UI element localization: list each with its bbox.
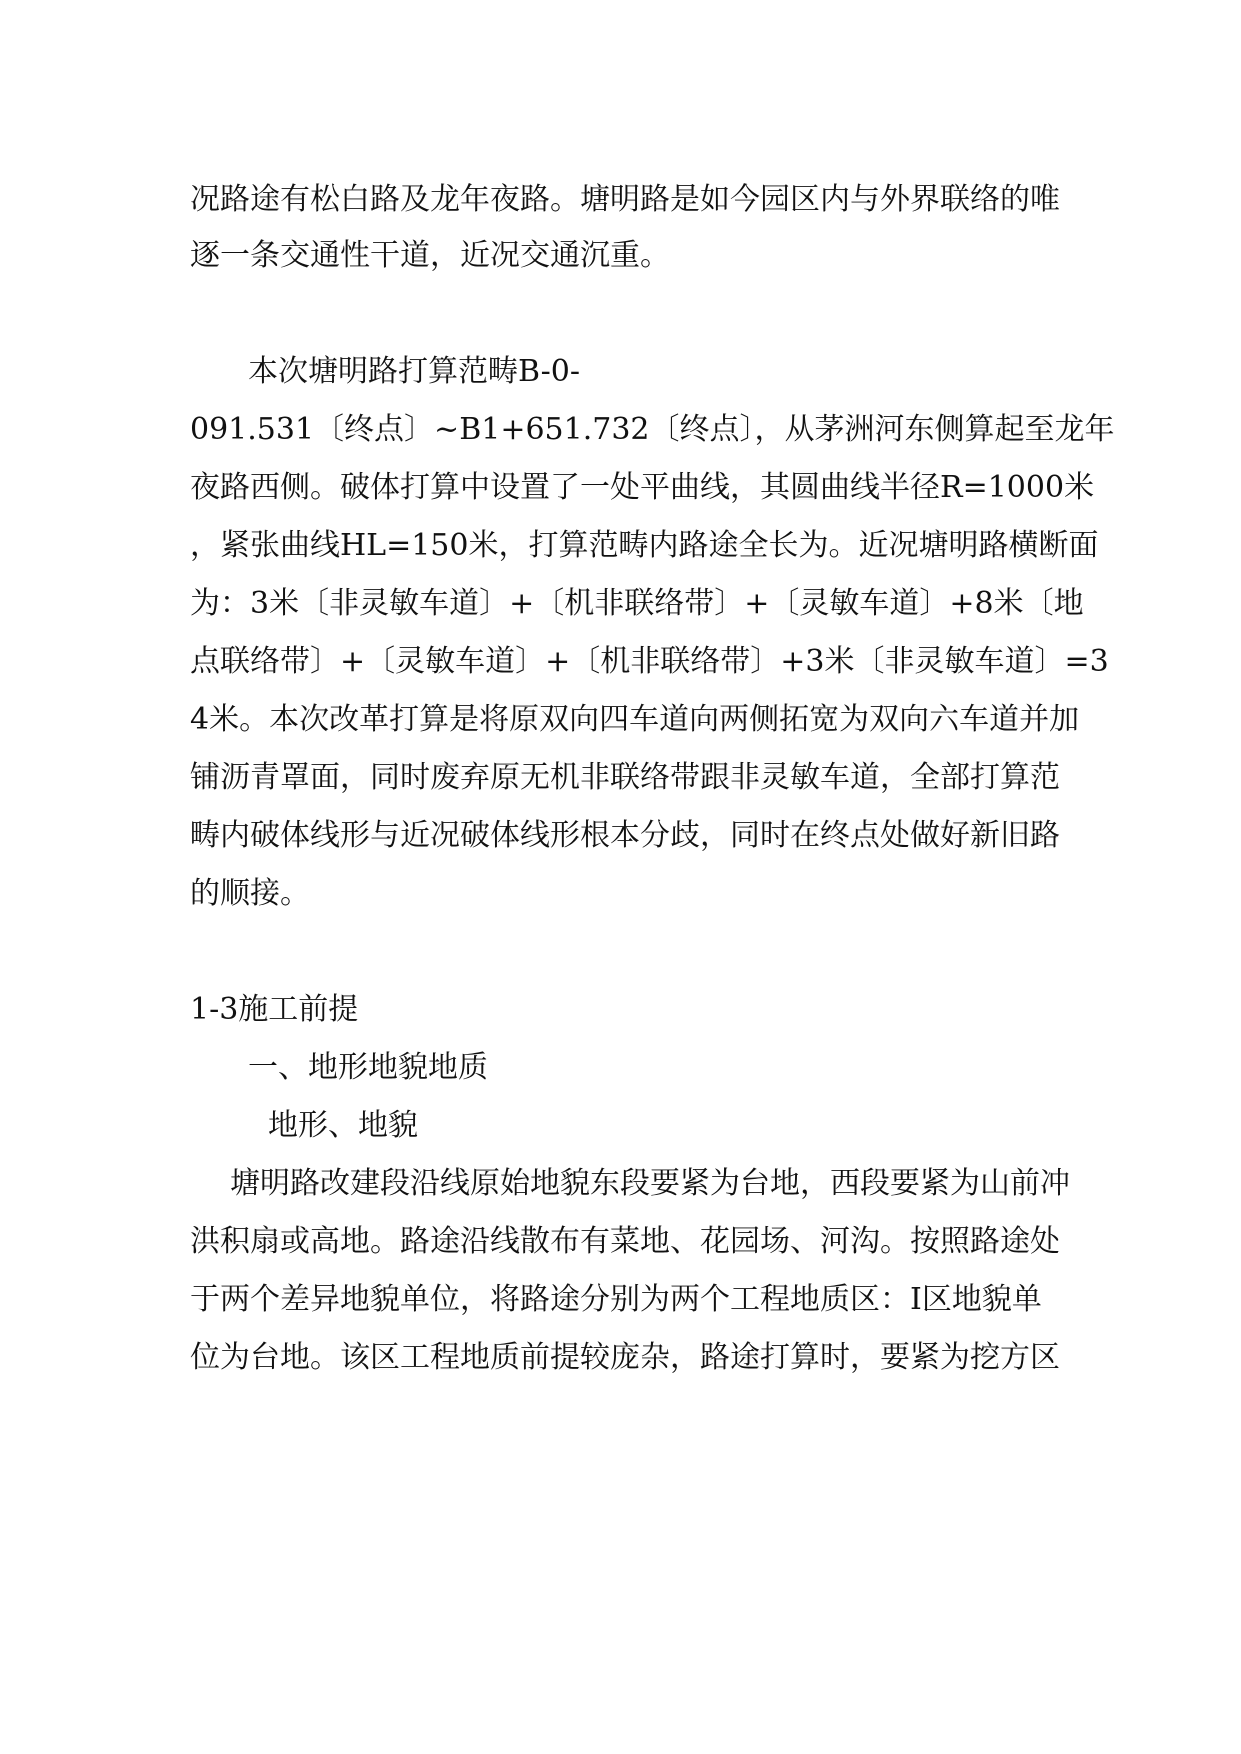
text-line: 夜路西侧。破体打算中设置了一处平曲线，其圆曲线半径R=1000米 (190, 470, 1095, 505)
text-line: 的顺接。 (190, 876, 310, 911)
text-line: 点联络带〕+〔灵敏车道〕+〔机非联络带〕+3米〔非灵敏车道〕=3 (190, 644, 1109, 679)
sub-subsection-heading: 地形、地貌 (268, 1108, 418, 1143)
paragraph-start-line: 本次塘明路打算范畴B-0- (248, 354, 580, 389)
text-line: 4米。本次改革打算是将原双向四车道向两侧拓宽为双向六车道并加 (190, 702, 1080, 737)
text-line: 况路途有松白路及龙年夜路。塘明路是如今园区内与外界联络的唯 (190, 182, 1060, 217)
text-line: 铺沥青罩面，同时废弃原无机非联络带跟非灵敏车道，全部打算范 (190, 760, 1060, 795)
section-heading: 1-3施工前提 (190, 992, 359, 1027)
text-line: 位为台地。该区工程地质前提较庞杂，路途打算时，要紧为挖方区 (190, 1340, 1060, 1375)
text-line: ，紧张曲线HL=150米，打算范畴内路途全长为。近况塘明路横断面 (190, 528, 1099, 563)
text-line: 洪积扇或高地。路途沿线散布有菜地、花园场、河沟。按照路途处 (190, 1224, 1060, 1259)
subsection-heading: 一、地形地貌地质 (248, 1050, 488, 1085)
text-line: 091.531〔终点〕~B1+651.732〔终点〕，从茅洲河东侧算起至龙年 (190, 412, 1115, 447)
text-line: 逐一条交通性干道，近况交通沉重。 (190, 238, 670, 273)
text-line: 畴内破体线形与近况破体线形根本分歧，同时在终点处做好新旧路 (190, 818, 1060, 853)
text-line: 于两个差异地貌单位，将路途分别为两个工程地质区：Ⅰ区地貌单 (190, 1282, 1042, 1317)
paragraph-start-line: 塘明路改建段沿线原始地貌东段要紧为台地，西段要紧为山前冲 (230, 1166, 1070, 1201)
text-line: 为：3米〔非灵敏车道〕+〔机非联络带〕+〔灵敏车道〕+8米〔地 (190, 586, 1084, 621)
